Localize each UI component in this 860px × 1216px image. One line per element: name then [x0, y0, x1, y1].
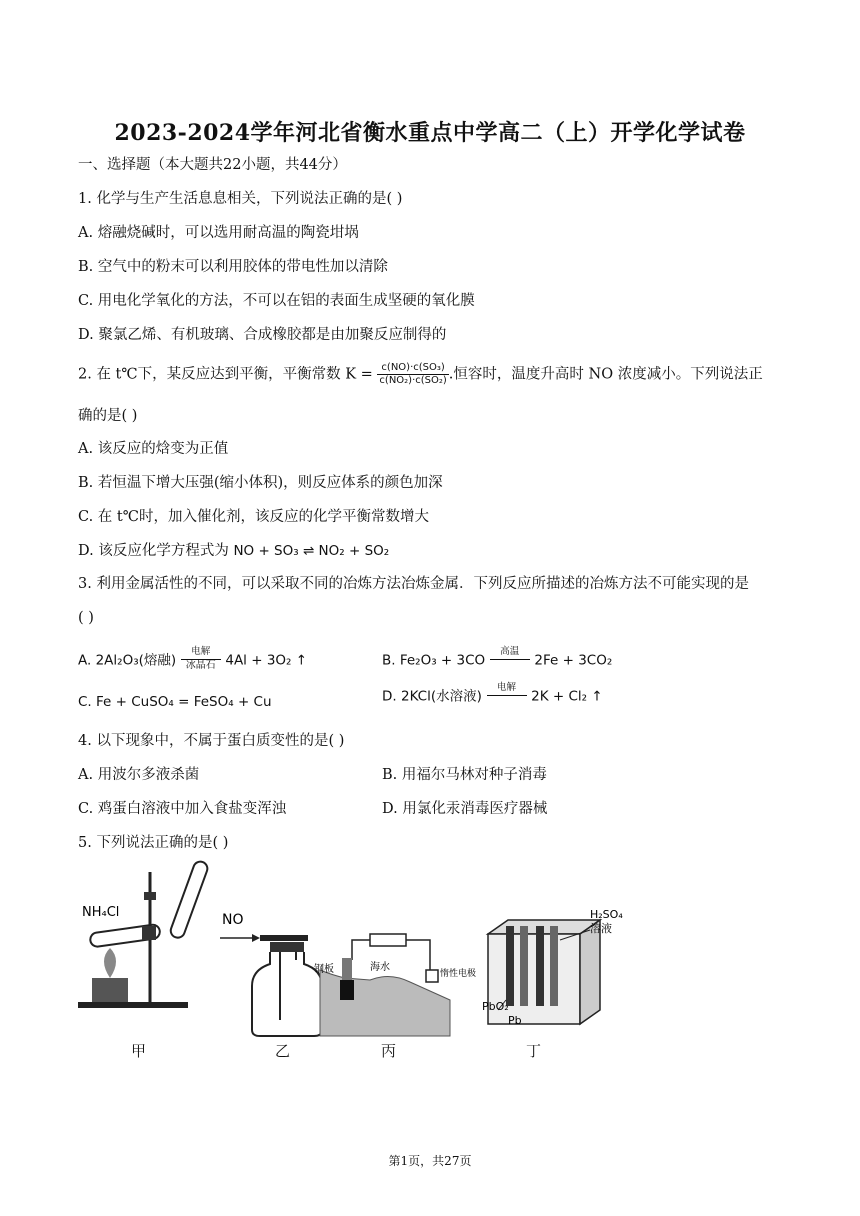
- seawater-area: [320, 970, 450, 1036]
- q3-b-products: 2Fe + 3CO₂: [534, 652, 613, 669]
- q3-stem-line2: ( ): [78, 610, 94, 626]
- seawater-label: 海水: [370, 962, 390, 973]
- apparatus-ding: [482, 908, 623, 1027]
- q3-b-reactants: B. Fe₂O₃ + 3CO: [382, 652, 486, 669]
- nh4cl-label: NH₄Cl: [82, 905, 120, 920]
- pb-plate: [550, 926, 558, 1006]
- apparatus-bing: [314, 934, 476, 1036]
- figure-label-bing: 丙: [381, 1042, 397, 1060]
- apparatus-yi: [220, 912, 322, 1036]
- q2-stem-line2: 确的是( ): [78, 408, 138, 424]
- wire: [406, 940, 430, 970]
- flame-icon: [104, 948, 116, 978]
- arrow-head-icon: [252, 934, 260, 942]
- inlet-pipe: [260, 935, 308, 941]
- pbo2-label: PbO₂: [482, 1000, 509, 1013]
- clamp: [144, 892, 156, 900]
- exam-title: 2023-2024学年河北省衡水重点中学高二（上）开学化学试卷: [114, 120, 746, 146]
- pb-plate: [520, 926, 528, 1006]
- q3-b-condition: [490, 646, 530, 671]
- wire: [352, 940, 370, 960]
- power-source: [370, 934, 406, 946]
- figure-label-yi: 乙: [275, 1042, 291, 1060]
- q4-option-d: D. 用氯化汞消毒医疗器械: [382, 801, 548, 817]
- q3-d-reactants: D. 2KCl(水溶液): [382, 688, 482, 705]
- q3-d-products: 2K + Cl₂ ↑: [531, 688, 603, 705]
- gas-bottle: [252, 952, 322, 1036]
- q2-option-d-equation: NO + SO₃ ⇌ NO₂ + SO₂: [233, 543, 390, 559]
- steel-plate-label: 钢板: [314, 964, 334, 975]
- q3-a-cond-top: 电解: [191, 646, 211, 657]
- bottle-stopper: [270, 942, 304, 952]
- q1-option-b: B. 空气中的粉末可以利用胶体的带电性加以清除: [78, 259, 388, 275]
- q4-option-c: C. 鸡蛋白溶液中加入食盐变浑浊: [78, 801, 287, 817]
- q3-a-cond-bottom: 冰晶石: [185, 660, 216, 671]
- inert-electrode-label: 惰性电极: [440, 969, 477, 979]
- no-label: NO: [222, 912, 244, 928]
- q3-c-equation: C. Fe + CuSO₄ = FeSO₄ + Cu: [78, 694, 272, 710]
- q1-option-c: C. 用电化学氧化的方法，不可以在铝的表面生成坚硬的氧化膜: [78, 293, 475, 309]
- battery-side: [580, 920, 600, 1024]
- q3-option-b: [382, 648, 612, 673]
- q1-option-a: A. 熔融烧碱时，可以选用耐高温的陶瓷坩埚: [78, 225, 359, 241]
- q4-option-a: A. 用波尔多液杀菌: [78, 767, 200, 783]
- q4-option-b: B. 用福尔马林对种子消毒: [382, 767, 547, 783]
- q2-option-c: C. 在 t℃时，加入催化剂，该反应的化学平衡常数增大: [78, 509, 429, 525]
- q2-option-b: B. 若恒温下增大压强(缩小体积)，则反应体系的颜色加深: [78, 475, 443, 491]
- q2-stem-part2: .恒容时，温度升高时 NO 浓度减小。下列说法正: [448, 366, 763, 383]
- q3-b-cond-top: 高温: [500, 646, 520, 657]
- page-footer: 第1页，共27页: [388, 1154, 472, 1168]
- pbo2-plate: [506, 926, 514, 1006]
- upright-tube: [169, 860, 210, 940]
- q3-d-cond-top: 电解: [497, 682, 517, 693]
- q2-option-d: [78, 541, 389, 561]
- q2-stem-line1: [78, 362, 763, 387]
- q3-option-d: [382, 684, 603, 709]
- steel-plate-submerged: [340, 980, 354, 1000]
- q3-stem-line1: 3. 利用金属活性的不同，可以采取不同的冶炼方法冶炼金属．下列反应所描述的冶炼方法不可能实现的是: [78, 576, 749, 592]
- q3-d-condition: [487, 682, 527, 707]
- section-heading: 一、选择题（本大题共22小题，共44分）: [78, 157, 347, 173]
- clamp: [142, 926, 156, 940]
- q2-stem-part1: 2. 在 t℃下，某反应达到平衡，平衡常数 K =: [78, 366, 373, 383]
- q3-a-condition: [181, 646, 221, 671]
- q3-option-c: [78, 692, 272, 712]
- solution-label: 溶液: [590, 922, 612, 935]
- q2-option-a: A. 该反应的焓变为正值: [78, 441, 229, 457]
- figure-label-jia: 甲: [131, 1042, 147, 1060]
- q1-stem: 1. 化学与生产生活息息相关，下列说法正确的是( ): [78, 191, 403, 207]
- h2so4-label: H₂SO₄: [590, 908, 623, 921]
- q1-option-d: D. 聚氯乙烯、有机玻璃、合成橡胶都是由加聚反应制得的: [78, 327, 447, 343]
- pb-label: Pb: [508, 1014, 522, 1027]
- q4-stem: 4. 以下现象中，不属于蛋白质变性的是( ): [78, 733, 345, 749]
- experiment-figures: [70, 860, 770, 1040]
- pbo2-plate: [536, 926, 544, 1006]
- apparatus-jia: [78, 860, 209, 1008]
- stand-base: [78, 1002, 188, 1008]
- q3-option-a: [78, 648, 307, 673]
- q2-option-d-text: D. 该反应化学方程式为: [78, 543, 234, 559]
- alcohol-lamp: [92, 978, 128, 1002]
- equilibrium-constant-fraction: [377, 362, 448, 387]
- inert-electrode: [426, 970, 438, 982]
- figure-label-ding: 丁: [526, 1042, 542, 1060]
- q3-a-reactants: A. 2Al₂O₃(熔融): [78, 652, 177, 669]
- q5-stem: 5. 下列说法正确的是( ): [78, 835, 229, 851]
- fraction-numerator: c(NO)·c(SO₃): [377, 362, 448, 375]
- fraction-denominator: c(NO₂)·c(SO₂): [379, 375, 447, 386]
- q3-a-products: 4Al + 3O₂ ↑: [225, 652, 308, 669]
